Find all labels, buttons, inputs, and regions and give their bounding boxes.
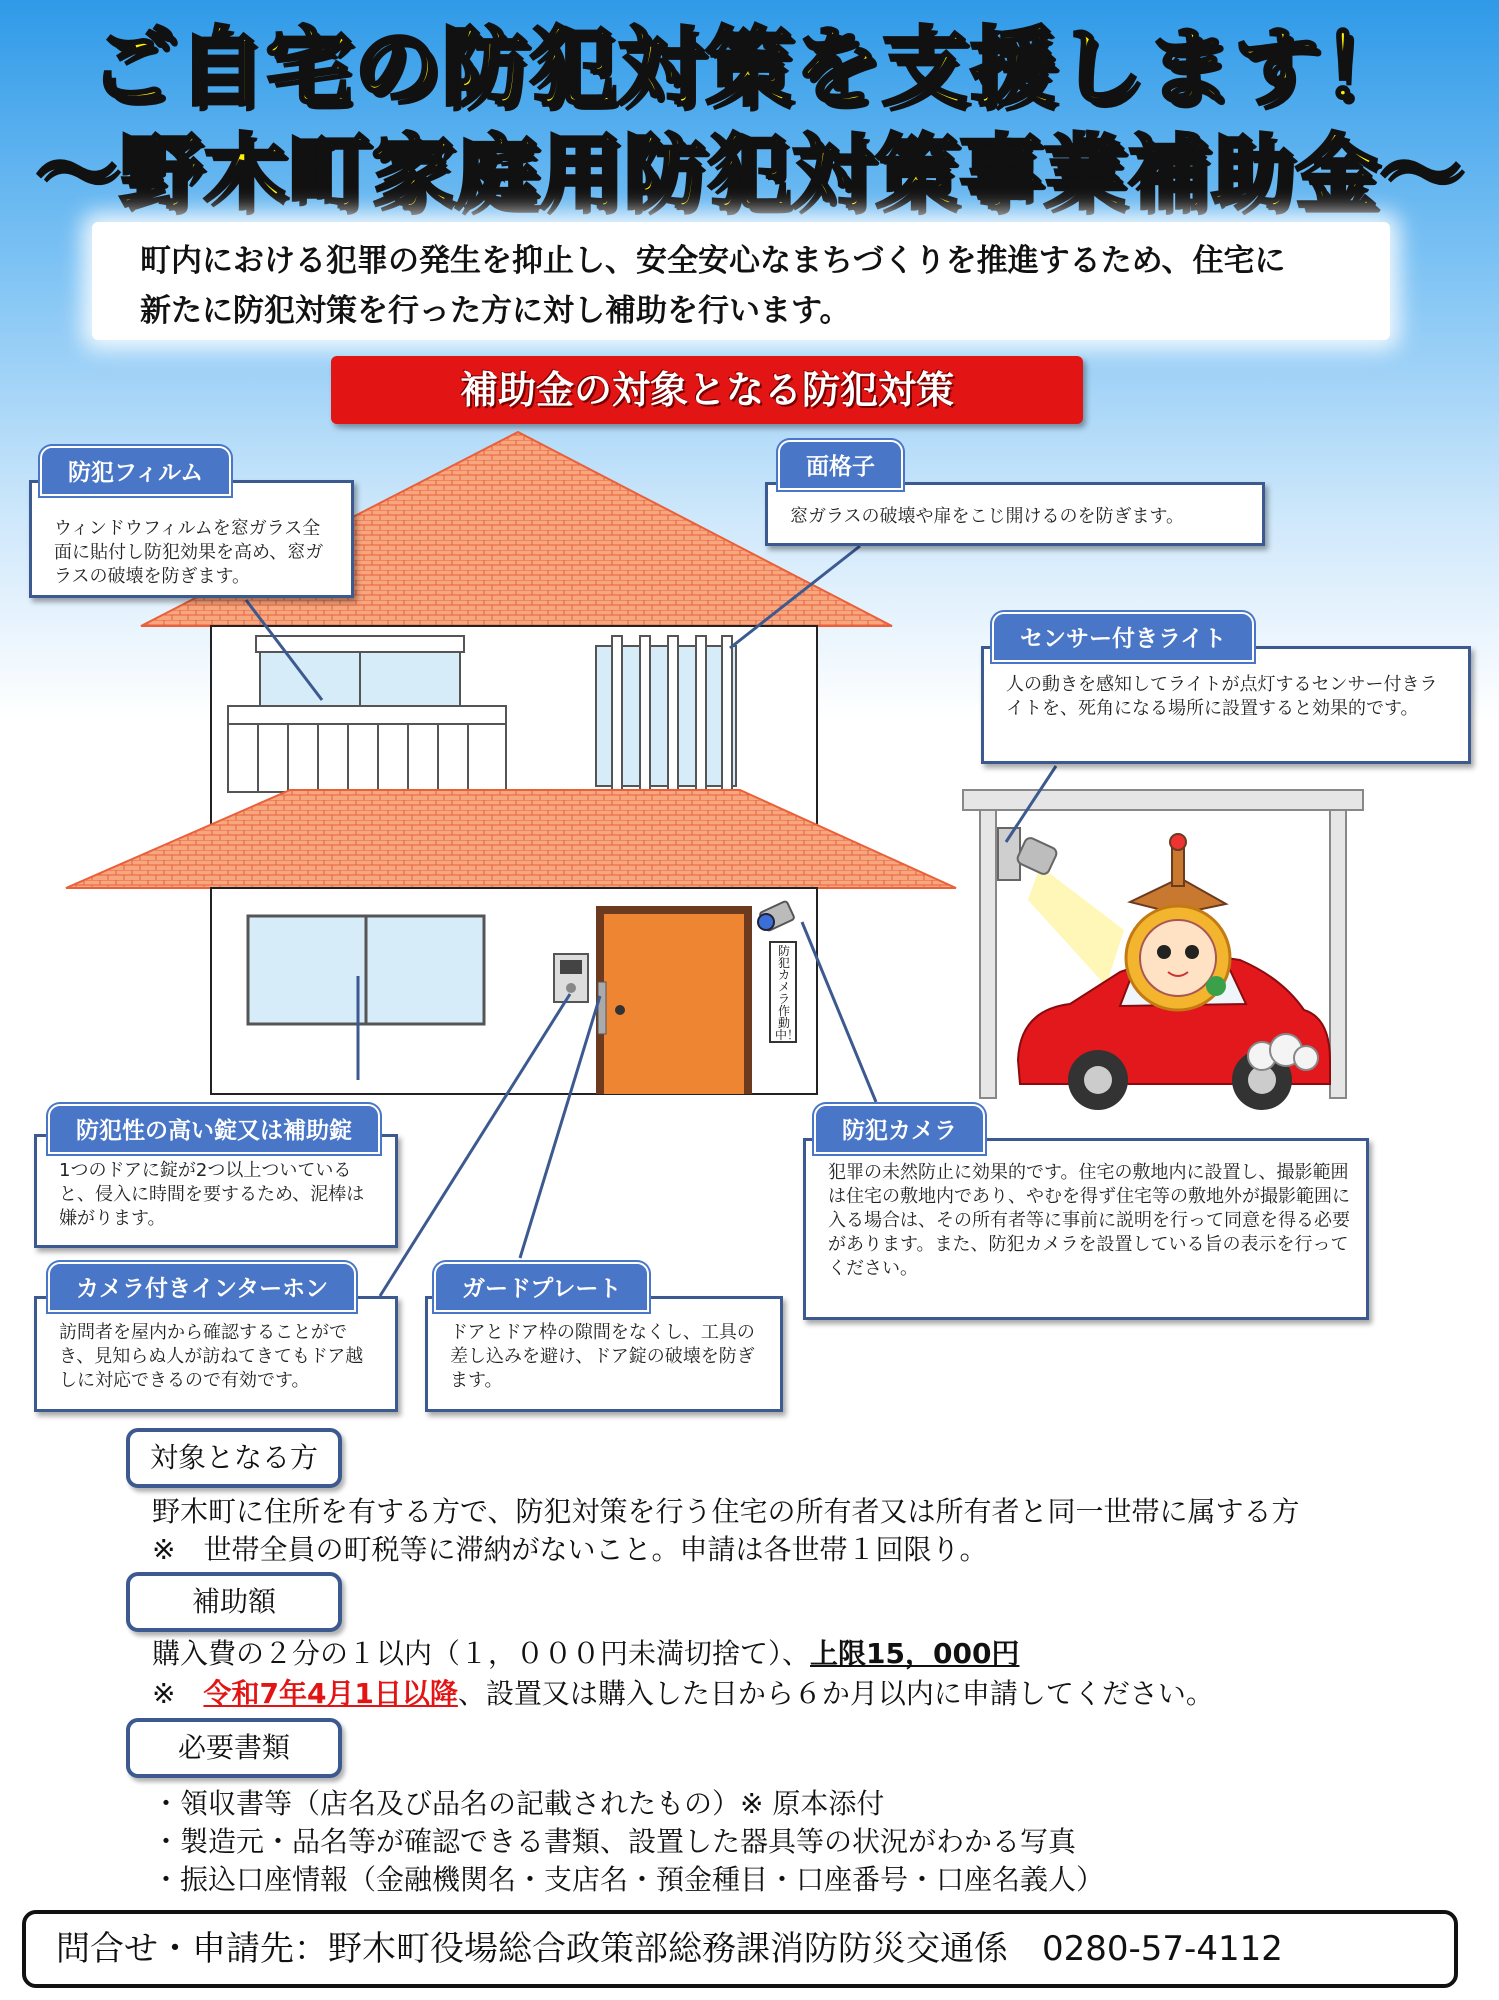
eligible-label: 対象となる方 (126, 1428, 342, 1488)
carport-roof (963, 790, 1363, 810)
title-line-2: ～野木町家庭用防犯対策事業補助金～ (35, 126, 1464, 221)
film-text: ウィンドウフィルムを窓ガラス全面に貼付し防犯効果を高め、窓ガラスの破壊を防ぎます。 (54, 518, 324, 587)
amount-line-1 (152, 1634, 1452, 1674)
document-item: ・製造元・品名等が確認できる書類、設置した器具等の状況がわかる写真 (152, 1825, 1077, 1858)
guard-plate (598, 982, 606, 1034)
guard-plate-tag: ガードプレート (434, 1262, 649, 1312)
intercom-tag: カメラ付きインターホン (48, 1262, 356, 1312)
sensor-light-tag: センサー付きライト (992, 612, 1254, 662)
sensor-light-text: 人の動きを感知してライトが点灯するセンサー付きライトを、死角になる場所に設置すると効果的です。 (1006, 674, 1438, 719)
amount-limit: 上限15，000円 (810, 1637, 1020, 1670)
film-tag: 防犯フィルム (40, 446, 231, 496)
intro-line-2: 新たに防犯対策を行った方に対し補助を行います。 (140, 293, 851, 329)
intro-line-1: 町内における犯罪の発生を抑止し、安全安心なまちづくりを推進するため、住宅に (140, 243, 1286, 279)
lock-tag: 防犯性の高い錠又は補助錠 (48, 1104, 380, 1154)
balcony-railing (228, 706, 506, 792)
eligible-line-2: ※ 世帯全員の町税等に滞納がないこと。申請は各世帯１回限り。 (152, 1533, 988, 1566)
guard-plate-text: ドアとドア枠の隙間をなくし、工具の差し込みを避け、ドア錠の破壊を防ぎます。 (450, 1322, 755, 1391)
contact-box: 問合せ・申請先：野木町役場総合政策部総務課消防防災交通係 0280-57-4112 (22, 1910, 1458, 1988)
title-line-1: ご自宅の防犯対策を支援します！ (89, 18, 1410, 118)
document-item: ・振込口座情報（金融機関名・支店名・預金種目・口座番号・口座名義人） (152, 1863, 1105, 1896)
camera-sign-text: 防犯カメラ作動中！ (775, 944, 800, 1042)
lower-roof (66, 790, 956, 888)
camera-callout (803, 1138, 1369, 1320)
target-measures-banner: 補助金の対象となる防犯対策 (331, 356, 1083, 424)
eligible-line-1: 野木町に住所を有する方で、防犯対策を行う住宅の所有者又は所有者と同一世帯に属する方 (152, 1495, 1300, 1528)
amount-note-mark: ※ (152, 1677, 204, 1710)
grille-text: 窓ガラスの破壊や扉をこじ開けるのを防ぎます。 (790, 506, 1185, 527)
amount-start-date: 令和7年4月1日以降 (203, 1677, 458, 1710)
document-item: ・領収書等（店名及び品名の記載されたもの）※ 原本添付 (152, 1787, 885, 1820)
amount-ratio: 購入費の２分の１以内（１，０００円未満切捨て）、 (152, 1637, 811, 1670)
lock-text: 1つのドアに錠が2つ以上ついていると、侵入に時間を要するため、泥棒は嫌がります。 (59, 1160, 365, 1229)
amount-line-2 (152, 1674, 1472, 1714)
mascot-character (1126, 834, 1230, 1010)
grille-tag: 面格子 (778, 440, 903, 490)
camera-tag: 防犯カメラ (814, 1104, 985, 1154)
documents-label: 必要書類 (126, 1718, 342, 1778)
camera-text: 犯罪の未然防止に効果的です。住宅の敷地内に設置し、撮影範囲は住宅の敷地内であり、やむを得ず住宅等の敷地外が撮影範囲に入る場合は、その所有者等に事前に説明を行って同意を得る必要があります。また、防犯カメラを設置している旨の表示を行ってください。 (828, 1162, 1350, 1279)
amount-label: 補助額 (126, 1572, 342, 1632)
amount-deadline: 、設置又は購入した日から６か月以内に申請してください。 (457, 1677, 1214, 1710)
intercom-text: 訪問者を屋内から確認することができ、見知らぬ人が訪ねてきてもドア越しに対応できるので有効です。 (59, 1322, 364, 1391)
